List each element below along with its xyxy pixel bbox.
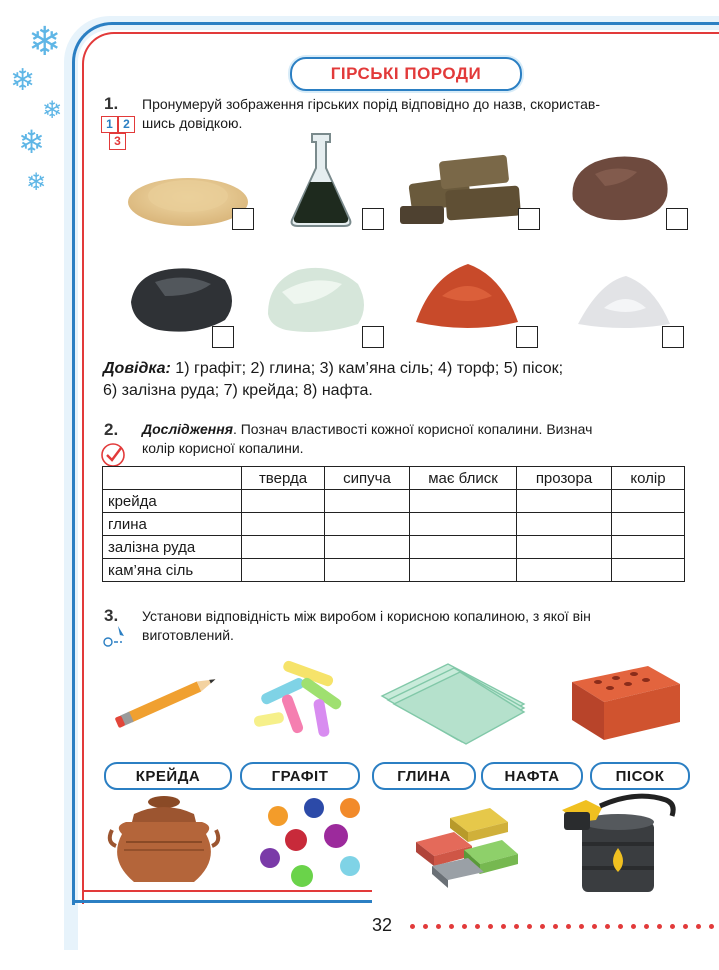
table-header-cell [103, 467, 242, 490]
task2-text [142, 420, 702, 458]
colored-chalk-image [252, 660, 352, 740]
decor-dot [527, 924, 532, 929]
hint-line2: 6) залізна руда; 7) крейда; 8) нафта. [103, 382, 373, 399]
snowflake-icon: ❄ [28, 19, 62, 65]
clay-powder-image [412, 256, 522, 336]
oil-flask-image [286, 130, 356, 230]
decor-dot [670, 924, 675, 929]
decor-dot [605, 924, 610, 929]
task2-text-line1: . Познач властивості кожної корисної копалини. Визнач [232, 421, 593, 437]
table-cell[interactable] [242, 513, 325, 536]
snowflake-icon: ❄ [26, 168, 47, 196]
table-cell[interactable] [410, 513, 517, 536]
pill-oil[interactable]: НАФТА [481, 762, 583, 790]
task2-italic: Дослідження [142, 421, 233, 437]
row-label: залізна руда [103, 536, 242, 559]
decor-dot [423, 924, 428, 929]
pill-chalk[interactable]: КРЕЙДА [104, 762, 232, 790]
table-cell[interactable] [612, 559, 685, 582]
table-header-row [103, 467, 685, 490]
decor-dot [709, 924, 714, 929]
table-header-cell: прозора [517, 467, 612, 490]
numbering-badge-icon [101, 116, 135, 150]
task3-text-line2: виготовлений. [142, 627, 234, 643]
table-cell[interactable] [242, 490, 325, 513]
hint-block [103, 358, 693, 402]
peat-image [400, 150, 530, 230]
decor-dot [553, 924, 558, 929]
badge-digit: 2 [118, 116, 135, 133]
decor-dot [514, 924, 519, 929]
decor-dot [449, 924, 454, 929]
decor-dot [696, 924, 701, 929]
task2-text-line2: колір корисної копалини. [142, 440, 304, 456]
table-row [103, 490, 685, 513]
task3-text-line1: Установи відповідність між виробом і корисною копалиною, з якої він [142, 608, 591, 624]
frame-bottom-line [72, 900, 372, 903]
table-cell[interactable] [410, 536, 517, 559]
clay-pot-image [104, 790, 226, 890]
table-cell[interactable] [242, 536, 325, 559]
table-row [103, 559, 685, 582]
answer-checkbox[interactable] [516, 326, 538, 348]
decor-dot [462, 924, 467, 929]
table-cell[interactable] [325, 559, 410, 582]
table-cell[interactable] [325, 490, 410, 513]
task1-number: 1. [104, 94, 119, 113]
table-cell[interactable] [517, 490, 612, 513]
pencil-image [110, 670, 230, 730]
pill-graphite[interactable]: ГРАФІТ [240, 762, 360, 790]
table-cell[interactable] [325, 513, 410, 536]
decor-dot [618, 924, 623, 929]
task1-text-line1: Пронумеруй зображення гірських порід відповідно до назв, скористав- [142, 96, 601, 112]
table-row [103, 513, 685, 536]
answer-checkbox[interactable] [666, 208, 688, 230]
table-cell[interactable] [517, 559, 612, 582]
row-label: кам’яна сіль [103, 559, 242, 582]
buttons-image [252, 792, 372, 892]
snowflake-icon: ❄ [18, 123, 45, 161]
answer-checkbox[interactable] [662, 326, 684, 348]
oil-barrel-image [556, 790, 682, 894]
table-cell[interactable] [517, 536, 612, 559]
check-circle-icon [100, 442, 126, 468]
answer-checkbox[interactable] [518, 208, 540, 230]
row-label: глина [103, 513, 242, 536]
brick-image [568, 662, 684, 744]
table-header-cell: тверда [242, 467, 325, 490]
decor-dot [540, 924, 545, 929]
decor-dot [579, 924, 584, 929]
table-cell[interactable] [612, 536, 685, 559]
paving-tiles-image [410, 800, 520, 890]
decor-dot [592, 924, 597, 929]
pill-sand[interactable]: ПІСОК [590, 762, 690, 790]
decor-dot [436, 924, 441, 929]
badge-digit: 3 [109, 133, 126, 150]
decor-dot [631, 924, 636, 929]
table-cell[interactable] [612, 513, 685, 536]
task2-number: 2. [104, 420, 119, 439]
task3-text [142, 607, 702, 645]
table-header-cell: має блиск [410, 467, 517, 490]
hint-line1: 1) графіт; 2) глина; 3) кам’яна сіль; 4) торф; 5) пісок; [170, 360, 564, 377]
answer-checkbox[interactable] [362, 326, 384, 348]
answer-checkbox[interactable] [212, 326, 234, 348]
decor-dot [501, 924, 506, 929]
answer-checkbox[interactable] [232, 208, 254, 230]
pill-clay[interactable]: ГЛИНА [372, 762, 476, 790]
decor-dot [410, 924, 415, 929]
table-cell[interactable] [410, 490, 517, 513]
table-cell[interactable] [325, 536, 410, 559]
table-cell[interactable] [612, 490, 685, 513]
table-row [103, 536, 685, 559]
answer-checkbox[interactable] [362, 208, 384, 230]
table-cell[interactable] [517, 513, 612, 536]
page-number: 32 [372, 915, 393, 935]
badge-digit: 1 [101, 116, 118, 133]
hint-label: Довідка: [103, 360, 171, 377]
decor-dot [644, 924, 649, 929]
iron-ore-image [565, 150, 675, 225]
page-title: ГІРСЬКІ ПОРОДИ [290, 57, 522, 91]
task1-text [142, 95, 702, 133]
task1-text-line2: шись довідкою. [142, 115, 243, 131]
row-label: крейда [103, 490, 242, 513]
table-cell[interactable] [242, 559, 325, 582]
properties-table [102, 466, 685, 582]
decor-dot [566, 924, 571, 929]
table-header-cell: сипуча [325, 467, 410, 490]
chalk-image [262, 262, 372, 337]
table-cell[interactable] [410, 559, 517, 582]
decor-dot [657, 924, 662, 929]
snowflake-icon: ❄ [10, 63, 36, 98]
snowflake-icon: ❄ [42, 96, 63, 124]
decor-dot [488, 924, 493, 929]
decor-dot [683, 924, 688, 929]
task3-number: 3. [104, 606, 119, 625]
table-header-cell: колір [612, 467, 685, 490]
glass-sheets-image [378, 660, 528, 745]
salt-image [574, 268, 674, 333]
decor-dot [475, 924, 480, 929]
connect-pointer-icon [100, 622, 128, 650]
